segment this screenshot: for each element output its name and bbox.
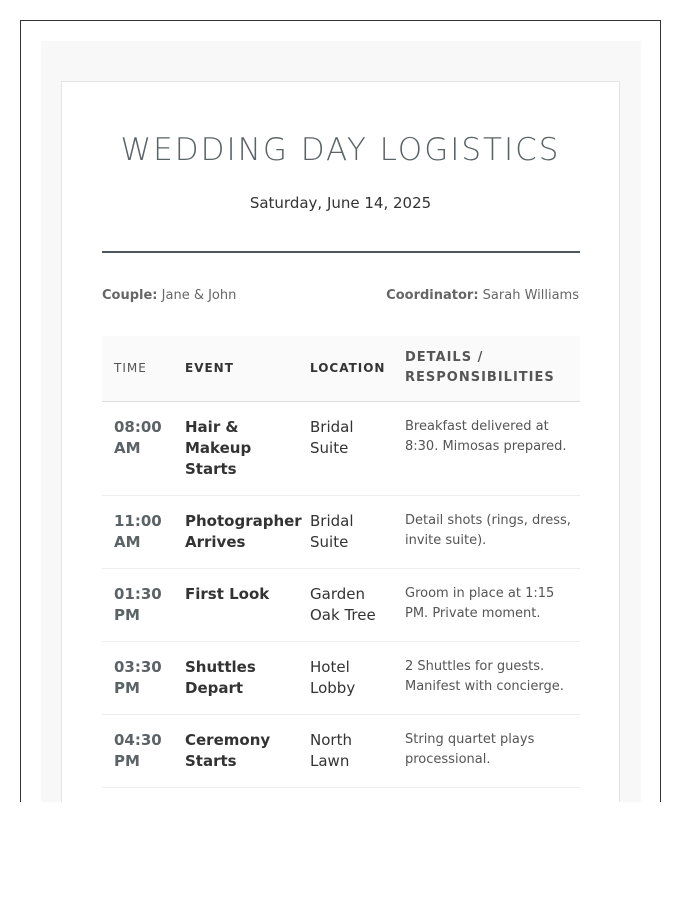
row-location: North Lawn	[310, 731, 352, 770]
table-row	[102, 569, 580, 642]
row-event: Hair & Makeup Starts	[185, 418, 252, 478]
table-row	[102, 715, 580, 788]
event-date: Saturday, June 14, 2025	[249, 194, 432, 212]
row-details: String quartet plays processional.	[405, 732, 535, 767]
couple-label: Couple:	[102, 288, 158, 303]
row-event: First Look	[185, 585, 270, 603]
schedule-table	[102, 336, 580, 788]
column-header-details: DETAILS / RESPONSIBILITIES	[405, 350, 555, 385]
row-event: Ceremony Starts	[185, 731, 271, 770]
column-header-location: LOCATION	[310, 361, 386, 375]
couple-info	[102, 288, 236, 303]
row-location: Bridal Suite	[310, 418, 354, 457]
row-time: 03:30 PM	[114, 658, 162, 697]
row-details: Detail shots (rings, dress, invite suite).	[405, 513, 571, 548]
table-row	[102, 402, 580, 496]
row-details: Breakfast delivered at 8:30. Mimosas prepared.	[405, 419, 567, 454]
column-header-time: TIME	[114, 361, 147, 375]
row-location: Garden Oak Tree	[310, 585, 376, 624]
header-divider	[102, 251, 580, 253]
table-row	[102, 496, 580, 569]
page-frame	[20, 20, 661, 802]
row-details: Groom in place at 1:15 PM. Private moment.	[405, 586, 555, 621]
coordinator-label: Coordinator:	[386, 288, 479, 303]
table-row	[102, 642, 580, 715]
row-location: Hotel Lobby	[310, 658, 356, 697]
table-header	[102, 336, 580, 402]
row-time: 11:00 AM	[114, 512, 162, 551]
coordinator-info	[386, 288, 579, 303]
row-time: 08:00 AM	[114, 418, 162, 457]
row-event: Shuttles Depart	[185, 658, 256, 697]
column-header-event: EVENT	[185, 361, 234, 375]
couple-value: Jane & John	[161, 288, 237, 303]
logistics-card	[61, 81, 620, 802]
row-event: Photographer Arrives	[185, 512, 302, 551]
row-location: Bridal Suite	[310, 512, 354, 551]
row-details: 2 Shuttles for guests. Manifest with concierge.	[405, 659, 564, 694]
row-time: 04:30 PM	[114, 731, 162, 770]
page-title: WEDDING DAY LOGISTICS	[120, 132, 561, 168]
coordinator-value: Sarah Williams	[482, 288, 579, 303]
row-time: 01:30 PM	[114, 585, 162, 624]
